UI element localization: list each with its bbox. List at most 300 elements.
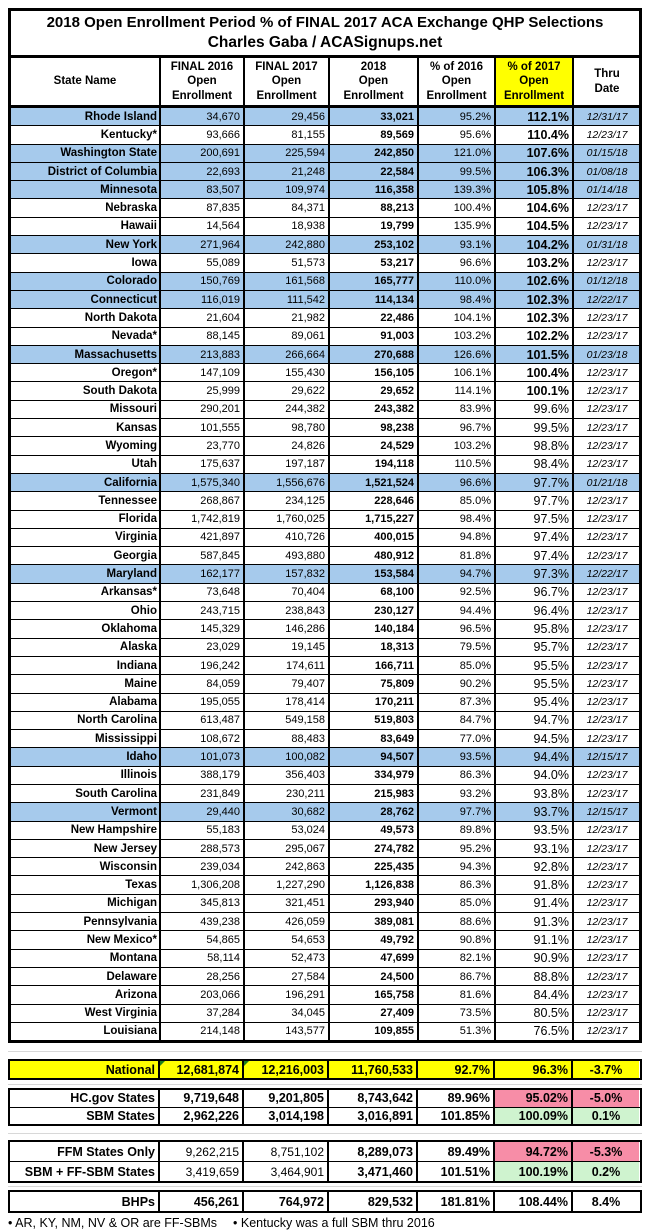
cell-final-2016: 145,329 — [161, 620, 245, 637]
summary-2018: 8,743,642 — [329, 1090, 418, 1107]
cell-pct-2017: 90.9% — [496, 950, 574, 967]
table-row — [11, 895, 639, 913]
cell-thru-date: 12/23/17 — [586, 934, 628, 946]
cell-final-2017: 81,155 — [245, 126, 330, 143]
cell-state-name: Vermont — [11, 803, 161, 820]
cell-final-2017: 196,291 — [245, 986, 330, 1003]
cell-final-2016: 587,845 — [161, 547, 245, 564]
cell-final-2016: 288,573 — [161, 840, 245, 857]
cell-pct-2017: 97.3% — [496, 565, 574, 582]
summary-2018: 3,471,460 — [329, 1162, 418, 1181]
table-row — [11, 950, 639, 968]
section-gap — [8, 1080, 642, 1088]
cell-thru-date: 12/23/17 — [586, 696, 628, 709]
section-gap — [8, 1183, 642, 1190]
national-summary-table — [8, 1059, 642, 1080]
cell-final-2017: 295,067 — [245, 840, 330, 857]
cell-state-name: Massachusetts — [11, 346, 161, 363]
cell-state-name: Nebraska — [11, 199, 161, 216]
cell-2018: 166,711 — [330, 657, 419, 674]
column-header-row — [11, 58, 639, 108]
cell-state-name: Utah — [11, 456, 161, 473]
cell-thru-date: 12/23/17 — [586, 622, 628, 635]
cell-pct-2016: 84.7% — [419, 712, 496, 729]
cell-pct-2017: 102.6% — [496, 273, 574, 290]
cell-final-2016: 116,019 — [161, 291, 245, 308]
cell-final-2017: 89,061 — [245, 328, 330, 345]
cell-state-name: Wisconsin — [11, 858, 161, 875]
cell-pct-2017: 100.4% — [496, 364, 574, 381]
cell-pct-2016: 73.5% — [419, 1005, 496, 1022]
cell-final-2016: 108,672 — [161, 730, 245, 747]
cell-state-name: North Dakota — [11, 309, 161, 326]
cell-thru-date: 12/23/17 — [586, 421, 628, 434]
cell-pct-2016: 51.3% — [419, 1023, 496, 1040]
cell-final-2016: 345,813 — [161, 895, 245, 912]
table-row — [11, 163, 639, 181]
summary-2018: 3,016,891 — [329, 1108, 418, 1125]
cell-final-2017: 493,880 — [245, 547, 330, 564]
column-header-line: FINAL 2017 — [255, 61, 318, 74]
cell-pct-2017: 88.8% — [496, 968, 574, 985]
cell-2018: 243,382 — [330, 401, 419, 418]
table-row — [11, 419, 639, 437]
table-row — [11, 346, 639, 364]
summary-delta: -3.7% — [573, 1061, 639, 1078]
footnote-kentucky: • Kentucky was a full SBM thru 2016 — [233, 1216, 435, 1231]
cell-final-2016: 83,507 — [161, 181, 245, 198]
cell-state-name: Kentucky* — [11, 126, 161, 143]
cell-pct-2017: 105.8% — [496, 181, 574, 198]
cell-state-name: Tennessee — [11, 492, 161, 509]
cell-state-name: South Dakota — [11, 382, 161, 399]
cell-final-2017: 266,664 — [245, 346, 330, 363]
cell-final-2016: 213,883 — [161, 346, 245, 363]
cell-final-2017: 174,611 — [245, 657, 330, 674]
cell-state-name: Maine — [11, 675, 161, 692]
column-header-line: Open — [441, 75, 472, 88]
cell-pct-2017: 95.5% — [496, 657, 574, 674]
cell-final-2016: 29,440 — [161, 803, 245, 820]
cell-final-2017: 161,568 — [245, 273, 330, 290]
summary-pct-2016: 101.51% — [418, 1162, 495, 1181]
column-header-line: FINAL 2016 — [170, 61, 234, 74]
table-row — [11, 254, 639, 272]
cell-pct-2016: 110.0% — [419, 273, 496, 290]
cell-pct-2016: 104.1% — [419, 309, 496, 326]
column-header-line: Enrollment — [343, 89, 404, 102]
cell-2018: 242,850 — [330, 145, 419, 162]
hcgov-sbm-summary-table — [8, 1088, 642, 1126]
cell-final-2016: 37,284 — [161, 1005, 245, 1022]
cell-state-name: Rhode Island — [11, 108, 161, 125]
cell-2018: 91,003 — [330, 328, 419, 345]
table-row — [11, 931, 639, 949]
cell-state-name: California — [11, 474, 161, 491]
cell-pct-2016: 110.5% — [419, 456, 496, 473]
cell-2018: 1,521,524 — [330, 474, 419, 491]
cell-2018: 480,912 — [330, 547, 419, 564]
summary-final-2017: 3,464,901 — [244, 1162, 329, 1181]
table-row — [11, 986, 639, 1004]
cell-pct-2017: 94.7% — [496, 712, 574, 729]
cell-state-name: Ohio — [11, 602, 161, 619]
bhp-summary-table — [8, 1190, 642, 1213]
cell-pct-2016: 92.5% — [419, 584, 496, 601]
cell-state-name: Oklahoma — [11, 620, 161, 637]
cell-pct-2016: 96.5% — [419, 620, 496, 637]
cell-thru-date: 12/23/17 — [586, 897, 628, 910]
cell-pct-2017: 101.5% — [496, 346, 574, 363]
cell-thru-date: 12/23/17 — [586, 366, 628, 379]
summary-row-ffm — [10, 1142, 640, 1162]
cell-state-name: Virginia — [11, 529, 161, 546]
cell-2018: 29,652 — [330, 382, 419, 399]
cell-pct-2017: 97.5% — [496, 511, 574, 528]
cell-thru-date: 12/23/17 — [586, 311, 628, 324]
cell-final-2016: 73,648 — [161, 584, 245, 601]
cell-state-name: Delaware — [11, 968, 161, 985]
summary-row-bhps — [10, 1192, 640, 1211]
cell-state-name: South Carolina — [11, 785, 161, 802]
cell-state-name: Georgia — [11, 547, 161, 564]
cell-final-2016: 58,114 — [161, 950, 245, 967]
table-row — [11, 913, 639, 931]
cell-pct-2016: 93.1% — [419, 236, 496, 253]
cell-thru-date: 12/23/17 — [586, 824, 628, 837]
cell-2018: 194,118 — [330, 456, 419, 473]
cell-pct-2017: 93.5% — [496, 822, 574, 839]
cell-state-name: New Hampshire — [11, 822, 161, 839]
cell-pct-2017: 80.5% — [496, 1005, 574, 1022]
cell-thru-date: 12/23/17 — [586, 604, 628, 617]
cell-pct-2017: 93.1% — [496, 840, 574, 857]
column-header-line: Open — [519, 75, 549, 88]
summary-row-hcgov — [10, 1090, 640, 1108]
cell-2018: 83,649 — [330, 730, 419, 747]
summary-final-2017: 8,751,102 — [244, 1142, 329, 1161]
cell-pct-2016: 121.0% — [419, 145, 496, 162]
table-row — [11, 364, 639, 382]
cell-final-2017: 27,584 — [245, 968, 330, 985]
cell-pct-2017: 93.8% — [496, 785, 574, 802]
cell-2018: 24,529 — [330, 437, 419, 454]
cell-pct-2016: 99.5% — [419, 163, 496, 180]
cell-2018: 94,507 — [330, 748, 419, 765]
cell-2018: 270,688 — [330, 346, 419, 363]
cell-pct-2017: 112.1% — [496, 108, 574, 125]
cell-final-2016: 88,145 — [161, 328, 245, 345]
cell-pct-2017: 98.4% — [496, 456, 574, 473]
summary-final-2016: 12,681,874 — [160, 1061, 244, 1078]
summary-2018: 11,760,533 — [329, 1061, 418, 1078]
cell-pct-2016: 86.3% — [419, 876, 496, 893]
cell-final-2017: 1,760,025 — [245, 511, 330, 528]
cell-thru-date: 12/23/17 — [586, 677, 628, 690]
table-row — [11, 1023, 639, 1040]
cell-thru-date: 12/15/17 — [586, 751, 628, 764]
cell-final-2016: 28,256 — [161, 968, 245, 985]
cell-pct-2017: 104.5% — [496, 218, 574, 235]
cell-state-name: Pennsylvania — [11, 913, 161, 930]
cell-final-2016: 421,897 — [161, 529, 245, 546]
cell-final-2017: 356,403 — [245, 767, 330, 784]
cell-pct-2016: 96.6% — [419, 254, 496, 271]
cell-thru-date: 12/23/17 — [586, 714, 628, 727]
cell-final-2017: 155,430 — [245, 364, 330, 381]
cell-thru-date: 12/23/17 — [586, 970, 628, 983]
ffm-summary-table — [8, 1140, 642, 1183]
cell-state-name: West Virginia — [11, 1005, 161, 1022]
cell-pct-2016: 97.7% — [419, 803, 496, 820]
cell-pct-2016: 139.3% — [419, 181, 496, 198]
table-row — [11, 474, 639, 492]
cell-pct-2016: 94.8% — [419, 529, 496, 546]
cell-thru-date: 12/23/17 — [586, 513, 628, 526]
cell-2018: 24,500 — [330, 968, 419, 985]
table-title: 2018 Open Enrollment Period % of FINAL 2017 ACA Exchange QHP Selections — [46, 13, 604, 31]
summary-final-2017: 3,014,198 — [244, 1108, 329, 1125]
cell-pct-2016: 103.2% — [419, 437, 496, 454]
cell-2018: 114,134 — [330, 291, 419, 308]
cell-final-2017: 549,158 — [245, 712, 330, 729]
cell-state-name: Montana — [11, 950, 161, 967]
cell-pct-2017: 91.8% — [496, 876, 574, 893]
cell-2018: 274,782 — [330, 840, 419, 857]
cell-thru-date: 12/23/17 — [586, 988, 628, 1001]
cell-2018: 1,126,838 — [330, 876, 419, 893]
cell-state-name: Iowa — [11, 254, 161, 271]
column-header-0 — [11, 58, 161, 105]
cell-state-name: Florida — [11, 511, 161, 528]
cell-pct-2017: 104.2% — [496, 236, 574, 253]
cell-2018: 165,758 — [330, 986, 419, 1003]
cell-final-2016: 1,306,208 — [161, 876, 245, 893]
cell-final-2017: 100,082 — [245, 748, 330, 765]
column-header-5 — [496, 58, 574, 105]
cell-thru-date: 12/23/17 — [586, 330, 628, 343]
cell-pct-2017: 95.5% — [496, 675, 574, 692]
table-row — [11, 108, 639, 126]
cell-final-2017: 19,145 — [245, 639, 330, 656]
column-header-line: 2018 — [360, 61, 387, 74]
summary-pct-2016: 92.7% — [418, 1061, 495, 1078]
cell-2018: 33,021 — [330, 108, 419, 125]
cell-2018: 116,358 — [330, 181, 419, 198]
column-header-line: Open — [358, 75, 389, 88]
summary-row-sbm — [10, 1108, 640, 1125]
cell-pct-2017: 99.5% — [496, 419, 574, 436]
table-row — [11, 639, 639, 657]
cell-final-2016: 290,201 — [161, 401, 245, 418]
cell-state-name: Maryland — [11, 565, 161, 582]
cell-thru-date: 12/31/17 — [586, 110, 628, 123]
cell-pct-2016: 93.5% — [419, 748, 496, 765]
cell-2018: 170,211 — [330, 694, 419, 711]
cell-final-2017: 109,974 — [245, 181, 330, 198]
column-header-line: Enrollment — [171, 89, 233, 102]
cell-pct-2016: 83.9% — [419, 401, 496, 418]
cell-state-name: District of Columbia — [11, 163, 161, 180]
cell-thru-date: 12/23/17 — [586, 439, 628, 452]
cell-thru-date: 12/23/17 — [586, 732, 628, 745]
cell-pct-2016: 81.8% — [419, 547, 496, 564]
cell-final-2017: 242,863 — [245, 858, 330, 875]
summary-delta: 0.1% — [573, 1108, 639, 1125]
table-row — [11, 657, 639, 675]
cell-final-2016: 175,637 — [161, 456, 245, 473]
summary-final-2017: 12,216,003 — [244, 1061, 329, 1078]
cell-pct-2016: 103.2% — [419, 328, 496, 345]
cell-final-2017: 21,982 — [245, 309, 330, 326]
summary-delta: -5.0% — [573, 1090, 639, 1107]
cell-final-2017: 426,059 — [245, 913, 330, 930]
cell-final-2016: 162,177 — [161, 565, 245, 582]
cell-state-name: Texas — [11, 876, 161, 893]
column-header-line: Open — [271, 75, 302, 88]
cell-thru-date: 12/22/17 — [586, 568, 628, 581]
table-row — [11, 547, 639, 565]
table-row — [11, 968, 639, 986]
cell-pct-2016: 77.0% — [419, 730, 496, 747]
cell-final-2016: 613,487 — [161, 712, 245, 729]
cell-final-2016: 231,849 — [161, 785, 245, 802]
summary-row-sbm_ffsbm — [10, 1162, 640, 1181]
column-header-3 — [330, 58, 419, 105]
column-header-line: Enrollment — [503, 89, 565, 102]
cell-pct-2016: 90.2% — [419, 675, 496, 692]
cell-thru-date: 12/23/17 — [586, 385, 628, 398]
cell-pct-2017: 107.6% — [496, 145, 574, 162]
cell-final-2016: 25,999 — [161, 382, 245, 399]
cell-final-2017: 52,473 — [245, 950, 330, 967]
cell-pct-2017: 100.1% — [496, 382, 574, 399]
summary-delta: -5.3% — [573, 1142, 639, 1161]
summary-pct-2016: 101.85% — [418, 1108, 495, 1125]
cell-final-2017: 1,556,676 — [245, 474, 330, 491]
cell-pct-2017: 91.1% — [496, 931, 574, 948]
column-header-line: State Name — [53, 75, 117, 88]
cell-2018: 228,646 — [330, 492, 419, 509]
cell-pct-2017: 94.0% — [496, 767, 574, 784]
summary-final-2017: 764,972 — [244, 1192, 329, 1211]
summary-pct-2017: 95.02% — [495, 1090, 573, 1107]
cell-final-2017: 1,227,290 — [245, 876, 330, 893]
table-row — [11, 291, 639, 309]
table-row — [11, 181, 639, 199]
cell-pct-2016: 85.0% — [419, 657, 496, 674]
cell-pct-2017: 84.4% — [496, 986, 574, 1003]
cell-thru-date: 12/22/17 — [586, 293, 628, 306]
cell-pct-2017: 97.4% — [496, 529, 574, 546]
cell-final-2017: 98,780 — [245, 419, 330, 436]
cell-final-2017: 146,286 — [245, 620, 330, 637]
cell-final-2016: 34,670 — [161, 108, 245, 125]
cell-2018: 27,409 — [330, 1005, 419, 1022]
table-row — [11, 328, 639, 346]
table-row — [11, 876, 639, 894]
cell-final-2016: 1,742,819 — [161, 511, 245, 528]
footnote — [8, 1215, 642, 1231]
cell-final-2017: 84,371 — [245, 199, 330, 216]
summary-label: SBM States — [10, 1108, 160, 1125]
cell-pct-2017: 91.4% — [496, 895, 574, 912]
cell-final-2017: 24,826 — [245, 437, 330, 454]
table-row — [11, 785, 639, 803]
cell-thru-date: 12/23/17 — [586, 257, 628, 270]
cell-2018: 215,983 — [330, 785, 419, 802]
cell-state-name: Idaho — [11, 748, 161, 765]
cell-final-2016: 54,865 — [161, 931, 245, 948]
summary-pct-2016: 89.96% — [418, 1090, 495, 1107]
cell-final-2016: 21,604 — [161, 309, 245, 326]
cell-2018: 98,238 — [330, 419, 419, 436]
summary-pct-2017: 96.3% — [495, 1061, 573, 1078]
summary-final-2017: 9,201,805 — [244, 1090, 329, 1107]
cell-2018: 47,699 — [330, 950, 419, 967]
cell-2018: 53,217 — [330, 254, 419, 271]
table-row — [11, 565, 639, 583]
cell-thru-date: 12/23/17 — [586, 1025, 628, 1038]
cell-final-2017: 30,682 — [245, 803, 330, 820]
summary-label: National — [10, 1061, 160, 1078]
cell-pct-2017: 95.8% — [496, 620, 574, 637]
cell-2018: 400,015 — [330, 529, 419, 546]
table-row — [11, 309, 639, 327]
cell-final-2016: 388,179 — [161, 767, 245, 784]
table-row — [11, 620, 639, 638]
table-row — [11, 803, 639, 821]
cell-thru-date: 12/23/17 — [586, 531, 628, 544]
cell-final-2016: 14,564 — [161, 218, 245, 235]
table-row — [11, 840, 639, 858]
table-row — [11, 675, 639, 693]
cell-final-2017: 51,573 — [245, 254, 330, 271]
cell-2018: 19,799 — [330, 218, 419, 235]
table-row — [11, 730, 639, 748]
cell-final-2016: 84,059 — [161, 675, 245, 692]
cell-pct-2017: 103.2% — [496, 254, 574, 271]
cell-thru-date: 12/23/17 — [586, 860, 628, 873]
cell-2018: 49,792 — [330, 931, 419, 948]
cell-pct-2016: 95.2% — [419, 840, 496, 857]
cell-final-2017: 143,577 — [245, 1023, 330, 1040]
summary-pct-2017: 94.72% — [495, 1142, 573, 1161]
cell-state-name: Wyoming — [11, 437, 161, 454]
cell-pct-2016: 95.6% — [419, 126, 496, 143]
cell-final-2017: 234,125 — [245, 492, 330, 509]
table-row — [11, 218, 639, 236]
cell-2018: 225,435 — [330, 858, 419, 875]
cell-thru-date: 12/23/17 — [586, 842, 628, 855]
cell-pct-2017: 93.7% — [496, 803, 574, 820]
cell-pct-2016: 93.2% — [419, 785, 496, 802]
cell-state-name: Minnesota — [11, 181, 161, 198]
cell-final-2017: 88,483 — [245, 730, 330, 747]
cell-2018: 1,715,227 — [330, 511, 419, 528]
cell-2018: 389,081 — [330, 913, 419, 930]
table-row — [11, 822, 639, 840]
cell-pct-2017: 96.4% — [496, 602, 574, 619]
cell-pct-2017: 94.5% — [496, 730, 574, 747]
cell-final-2017: 29,622 — [245, 382, 330, 399]
column-header-6 — [574, 58, 640, 105]
cell-pct-2016: 126.6% — [419, 346, 496, 363]
cell-state-name: Indiana — [11, 657, 161, 674]
cell-final-2016: 101,073 — [161, 748, 245, 765]
section-gap — [8, 1043, 642, 1059]
cell-state-name: Michigan — [11, 895, 161, 912]
